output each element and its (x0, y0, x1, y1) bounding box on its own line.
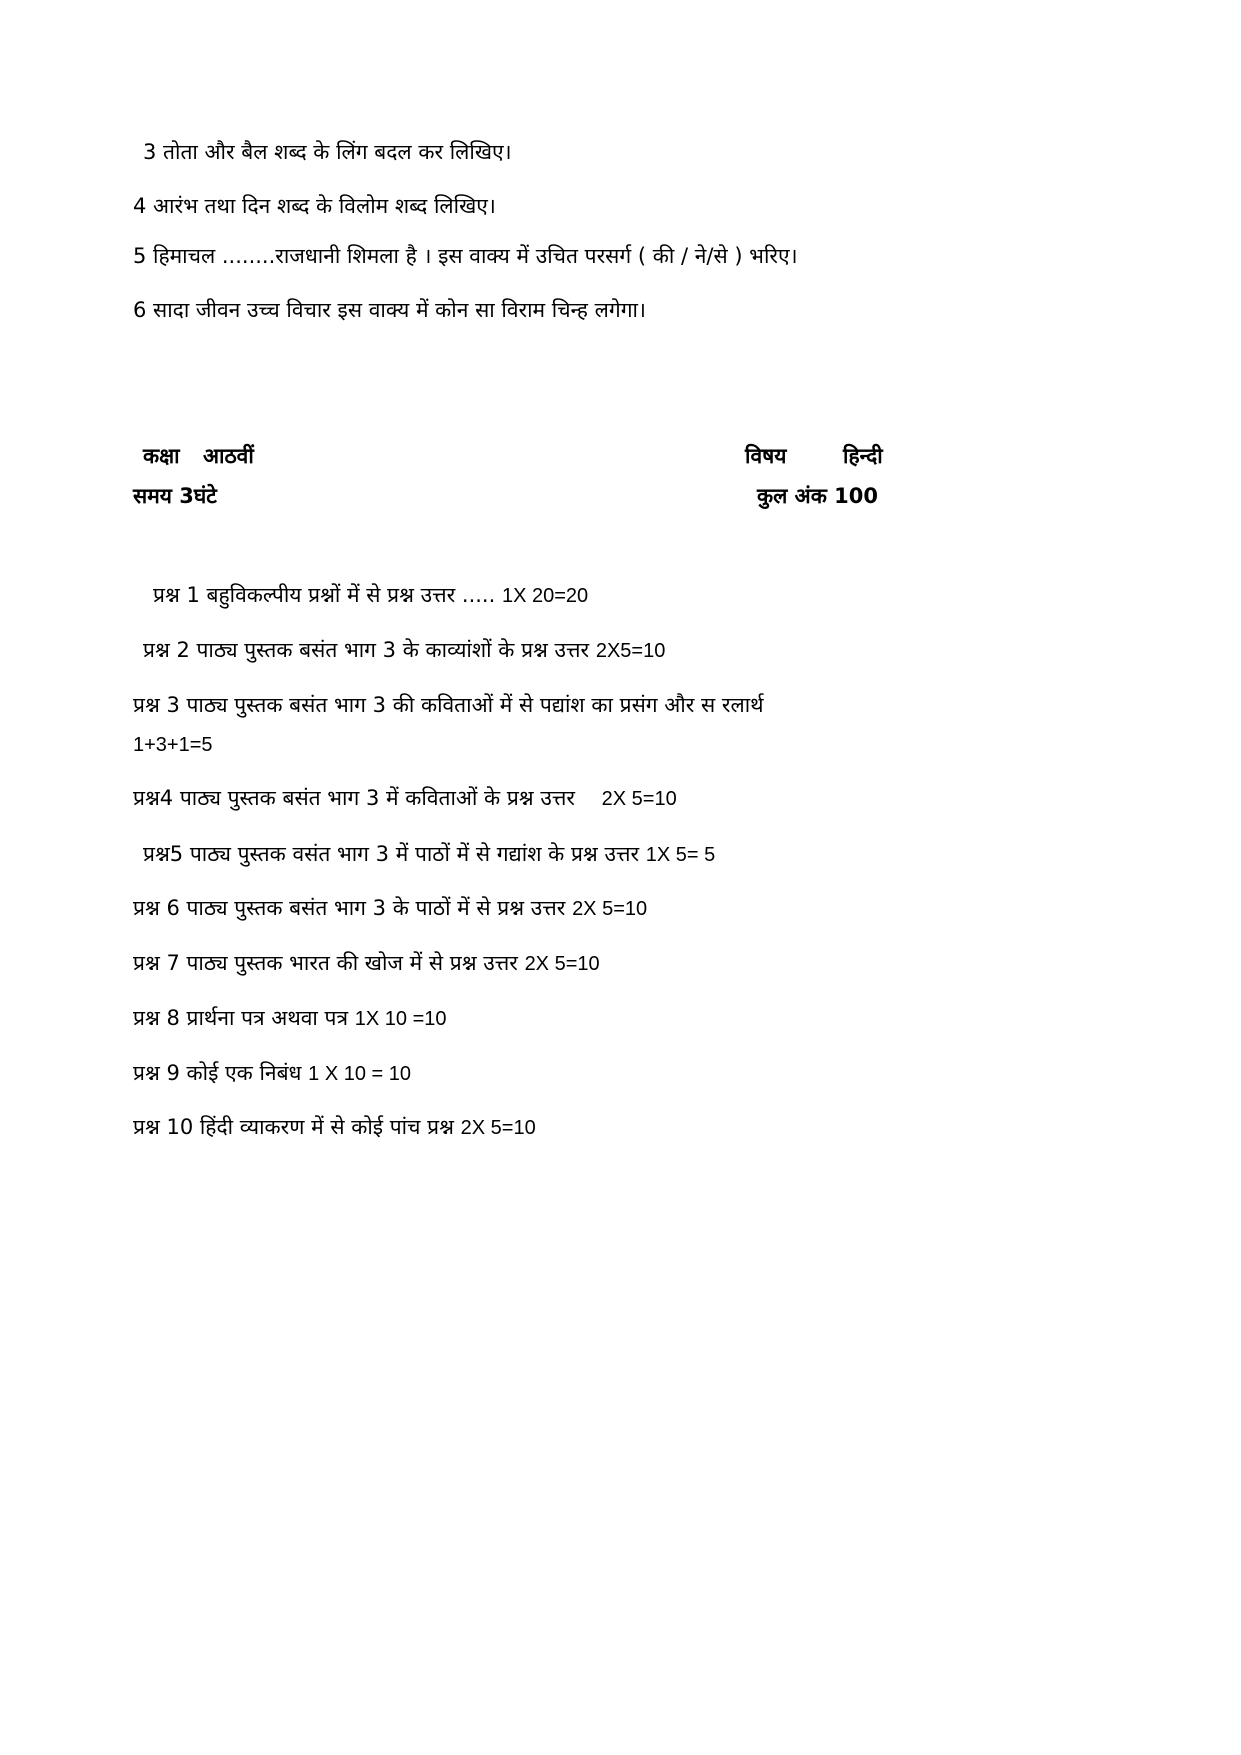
scheme-text: प्रश्न5 पाठ्य पुस्तक वसंत भाग 3 में पाठों में से गद्यांश के प्रश्न उत्तर (143, 842, 640, 866)
scheme-text: प्रश्न 7 पाठ्य पुस्तक भारत की खोज में से प्रश्न उत्तर (133, 951, 518, 975)
scheme-text: प्रश्न4 पाठ्य पुस्तक बसंत भाग 3 में कविताओं के प्रश्न उत्तर (133, 786, 575, 810)
scheme-item (133, 1113, 536, 1142)
scheme-item (133, 1004, 447, 1033)
total-marks: कुल अंक 100 (757, 484, 878, 508)
scheme-text: प्रश्न 9 कोई एक निबंध (133, 1061, 302, 1085)
time-text: समय 3घंटे (133, 484, 217, 508)
scheme-marks: 2X 5=10 (572, 898, 648, 920)
scheme-item (153, 581, 588, 610)
scheme-item (133, 691, 764, 719)
scheme-text: प्रश्न 8 प्रार्थना पत्र अथवा पत्र (133, 1006, 349, 1030)
scheme-marks: 1X 5= 5 (645, 844, 716, 866)
question-4: 4 आरंभ तथा दिन शब्द के विलोम शब्द लिखिए। (133, 194, 496, 218)
scheme-item (133, 949, 600, 978)
question-6: 6 सादा जीवन उच्च विचार इस वाक्य में कोन सा विराम चिन्ह लगेगा। (133, 298, 646, 322)
subject-label: विषय (745, 444, 787, 468)
scheme-text: प्रश्न 3 पाठ्य पुस्तक बसंत भाग 3 की कविताओं में से पद्यांश का प्रसंग और स रलार्थ (133, 693, 764, 717)
scheme-marks: 1 X 10 = 10 (308, 1063, 412, 1085)
scheme-marks: 2X5=10 (595, 640, 666, 662)
class-label: कक्षा (143, 444, 180, 468)
scheme-text: प्रश्न 10 हिंदी व्याकरण में से कोई पांच प्रश्न (133, 1115, 454, 1139)
scheme-item (133, 784, 677, 813)
scheme-item (133, 894, 647, 923)
question-5: 5 हिमाचल ........राजधानी शिमला है । इस वाक्य में उचित परसर्ग ( की / ने/से ) भरिए। (133, 244, 798, 268)
scheme-marks: 2X 5=10 (601, 788, 677, 810)
scheme-marks: 1X 10 =10 (354, 1008, 447, 1030)
scheme-marks: 2X 5=10 (460, 1117, 536, 1139)
scheme-item (133, 1059, 411, 1088)
question-3: 3 तोता और बैल शब्द के लिंग बदल कर लिखिए। (143, 140, 512, 164)
scheme-text: प्रश्न 6 पाठ्य पुस्तक बसंत भाग 3 के पाठों में से प्रश्न उत्तर (133, 896, 566, 920)
scheme-marks: 1+3+1=5 (133, 734, 213, 756)
scheme-text: प्रश्न 2 पाठ्य पुस्तक बसंत भाग 3 के काव्यांशों के प्रश्न उत्तर (143, 638, 590, 662)
class-value: आठवीं (203, 444, 254, 468)
scheme-item (143, 840, 715, 869)
scheme-item (143, 636, 665, 665)
subject-value: हिन्दी (843, 444, 883, 468)
scheme-marks: 1X 20=20 (501, 585, 589, 607)
scheme-marks: 2X 5=10 (524, 953, 600, 975)
scheme-text: प्रश्न 1 बहुविकल्पीय प्रश्नों में से प्रश्न उत्तर ..... (153, 583, 496, 607)
